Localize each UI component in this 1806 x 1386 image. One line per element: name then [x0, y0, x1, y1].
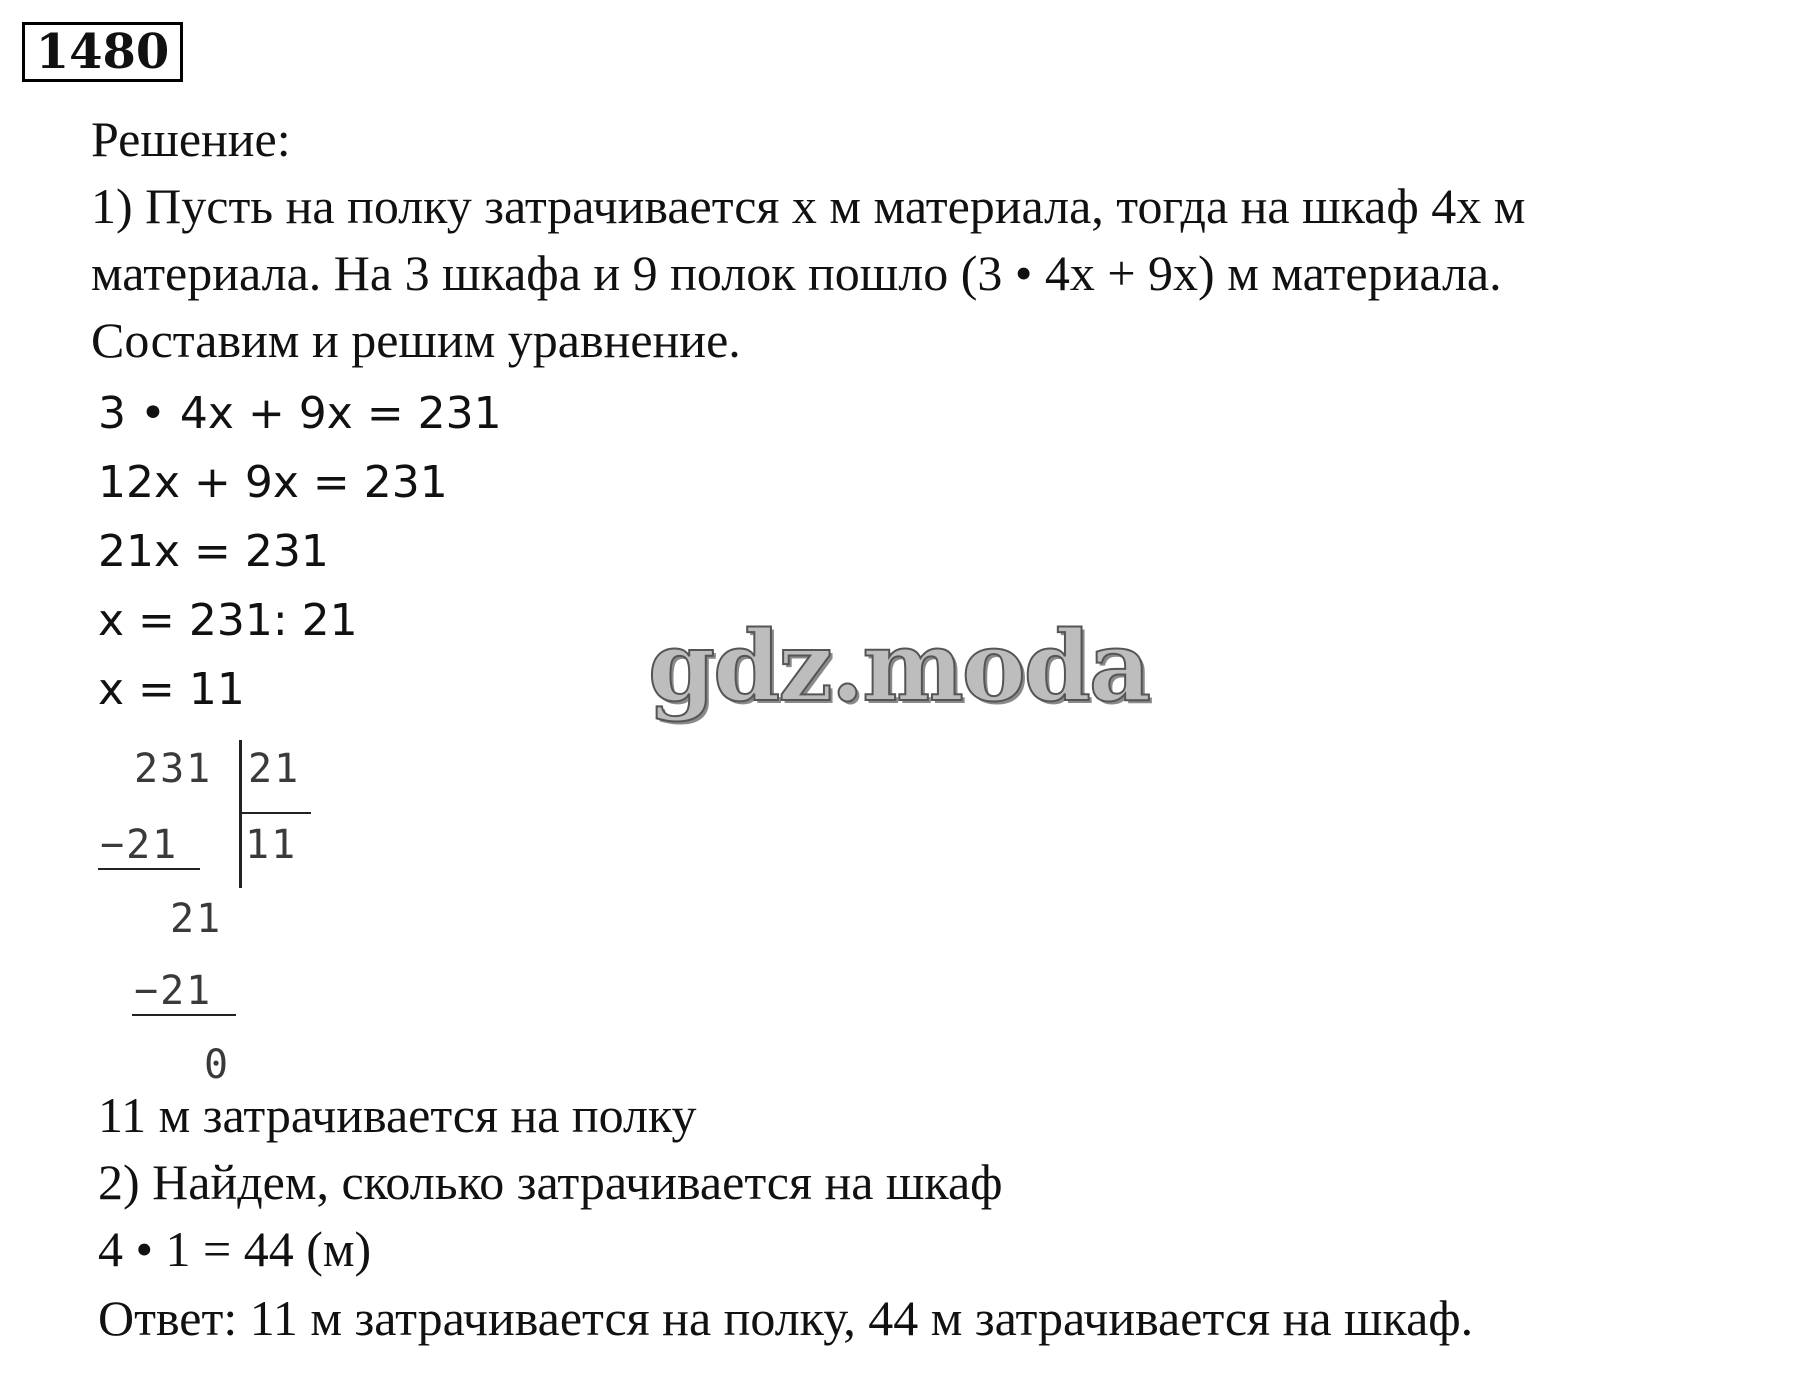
step2-equation: 4 • 1 = 44 (м): [98, 1221, 372, 1277]
step2-heading: 2) Найдем, сколько затрачивается на шкаф: [98, 1154, 1003, 1210]
ld-vertical-line: [239, 740, 242, 888]
equation-4: x = 231: 21: [98, 595, 358, 646]
equation-1: 3 • 4x + 9x = 231: [98, 388, 502, 439]
ld-step1-underline: [98, 868, 200, 870]
text-line-3: Составим и решим уравнение.: [91, 312, 741, 368]
ld-remainder1: 21: [170, 896, 223, 942]
ld-step1: −21: [100, 822, 179, 868]
ld-divisor-underline: [239, 812, 311, 814]
result-line: 11 м затрачивается на полку: [98, 1087, 697, 1143]
ld-step2: −21: [134, 968, 213, 1014]
watermark: gdz.moda: [648, 610, 1150, 723]
solution-heading: Решение:: [91, 111, 291, 167]
equation-2: 12x + 9x = 231: [98, 457, 448, 508]
ld-quotient: 11: [245, 822, 298, 868]
answer-line: Ответ: 11 м затрачивается на полку, 44 м затрачивается на шкаф.: [98, 1290, 1474, 1346]
ld-step2-underline: [132, 1014, 236, 1016]
ld-final-remainder: 0: [204, 1042, 231, 1088]
ld-divisor: 21: [248, 746, 301, 792]
text-line-1: 1) Пусть на полку затрачивается х м материала, тогда на шкаф 4х м: [91, 178, 1526, 234]
equation-3: 21x = 231: [98, 526, 329, 577]
ld-dividend: 231: [134, 746, 213, 792]
equation-5: x = 11: [98, 664, 245, 715]
problem-number: 1480: [22, 22, 183, 82]
text-line-2: материала. На 3 шкафа и 9 полок пошло (3 • 4х + 9х) м материала.: [91, 245, 1502, 301]
